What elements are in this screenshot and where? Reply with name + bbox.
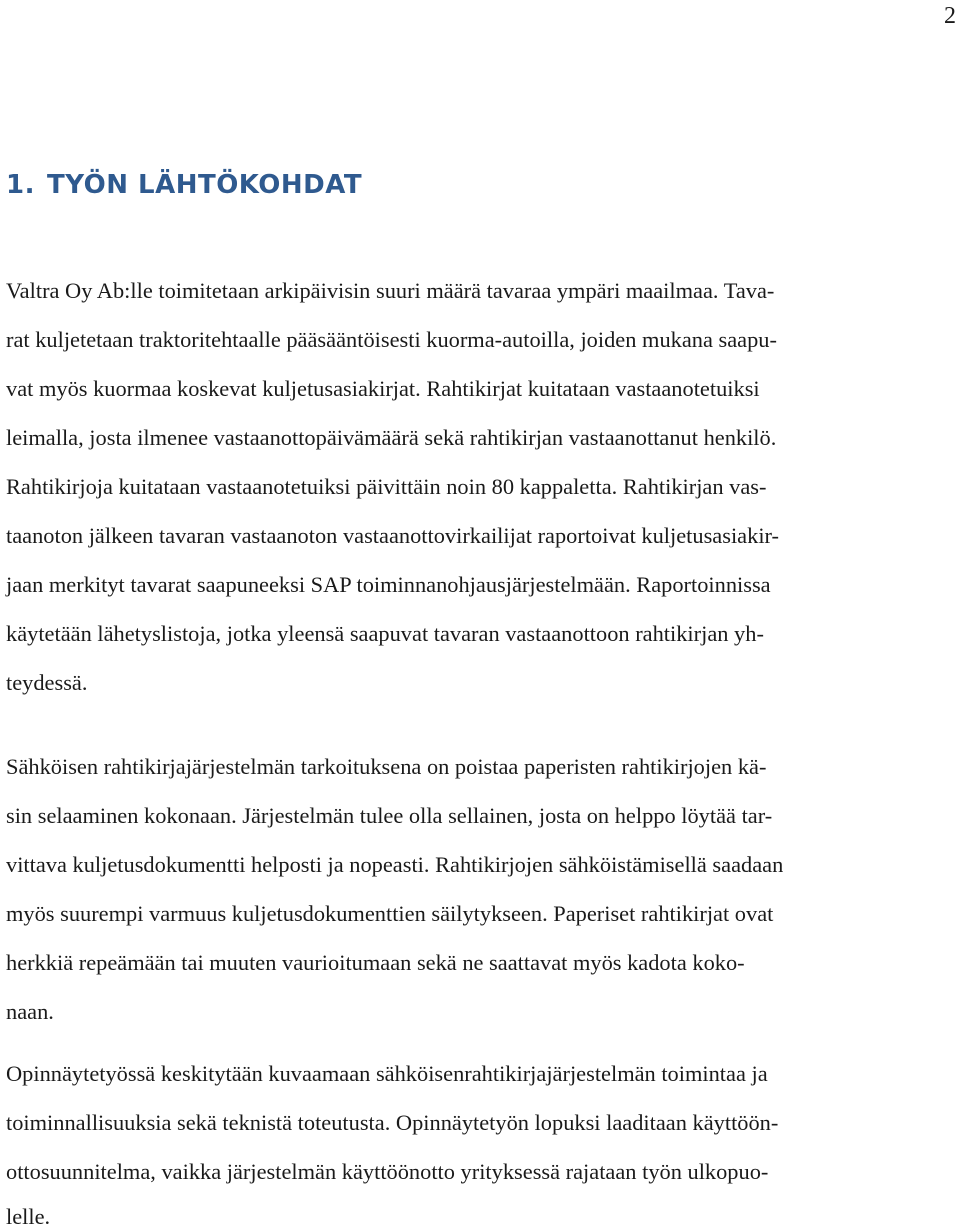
text-line: Valtra Oy Ab:lle toimitetaan arkipäivisin suuri määrä tavaraa ympäri maailmaa. Tava- (6, 278, 775, 303)
text-line: myös suurempi varmuus kuljetusdokumenttien säilytykseen. Paperiset rahtikirjat ovat (6, 901, 774, 926)
text-line: herkkiä repeämään tai muuten vaurioitumaan sekä ne saattavat myös kadota koko- (6, 950, 745, 975)
chapter-title: TYÖN LÄHTÖKOHDAT (46, 170, 363, 200)
text-line: käytetään lähetyslistoja, jotka yleensä saapuvat tavaran vastaanottoon rahtikirjan yh- (6, 621, 764, 646)
text-line: teydessä. (6, 670, 88, 695)
text-line: vat myös kuormaa koskevat kuljetusasiakirjat. Rahtikirjat kuitataan vastaanotetuiksi (6, 376, 760, 401)
chapter-number: 1. (6, 170, 35, 200)
text-line: Rahtikirjoja kuitataan vastaanotetuiksi päivittäin noin 80 kappaletta. Rahtikirjan vas- (6, 474, 767, 499)
text-line: lelle. (6, 1204, 51, 1229)
chapter-heading (6, 170, 362, 200)
text-line: sin selaaminen kokonaan. Järjestelmän tulee olla sellainen, josta on helppo löytää tar- (6, 803, 773, 828)
text-line: rat kuljetetaan traktoritehtaalle pääsääntöisesti kuorma-autoilla, joiden mukana saapu- (6, 327, 777, 352)
text-line: toiminnallisuuksia sekä teknistä toteutusta. Opinnäytetyön lopuksi laaditaan käyttöön- (6, 1110, 779, 1135)
text-line: jaan merkityt tavarat saapuneeksi SAP toiminnanohjausjärjestelmään. Raportoinnissa (6, 572, 771, 597)
text-line: Sähköisen rahtikirjajärjestelmän tarkoituksena on poistaa paperisten rahtikirjojen kä- (6, 754, 767, 779)
text-line: leimalla, josta ilmenee vastaanottopäivämäärä sekä rahtikirjan vastaanottanut henkilö. (6, 425, 777, 450)
page-number: 2 (944, 3, 956, 29)
text-line: Opinnäytetyössä keskitytään kuvaamaan sähköisenrahtikirjajärjestelmän toimintaa ja (6, 1061, 768, 1086)
text-line: ottosuunnitelma, vaikka järjestelmän käyttöönotto yrityksessä rajataan työn ulkopuo- (6, 1159, 769, 1184)
text-line: naan. (6, 999, 54, 1024)
text-line: taanoton jälkeen tavaran vastaanoton vastaanottovirkailijat raportoivat kuljetusasiakir- (6, 523, 780, 548)
text-line: vittava kuljetusdokumentti helposti ja nopeasti. Rahtikirjojen sähköistämisellä saadaan (6, 852, 784, 877)
